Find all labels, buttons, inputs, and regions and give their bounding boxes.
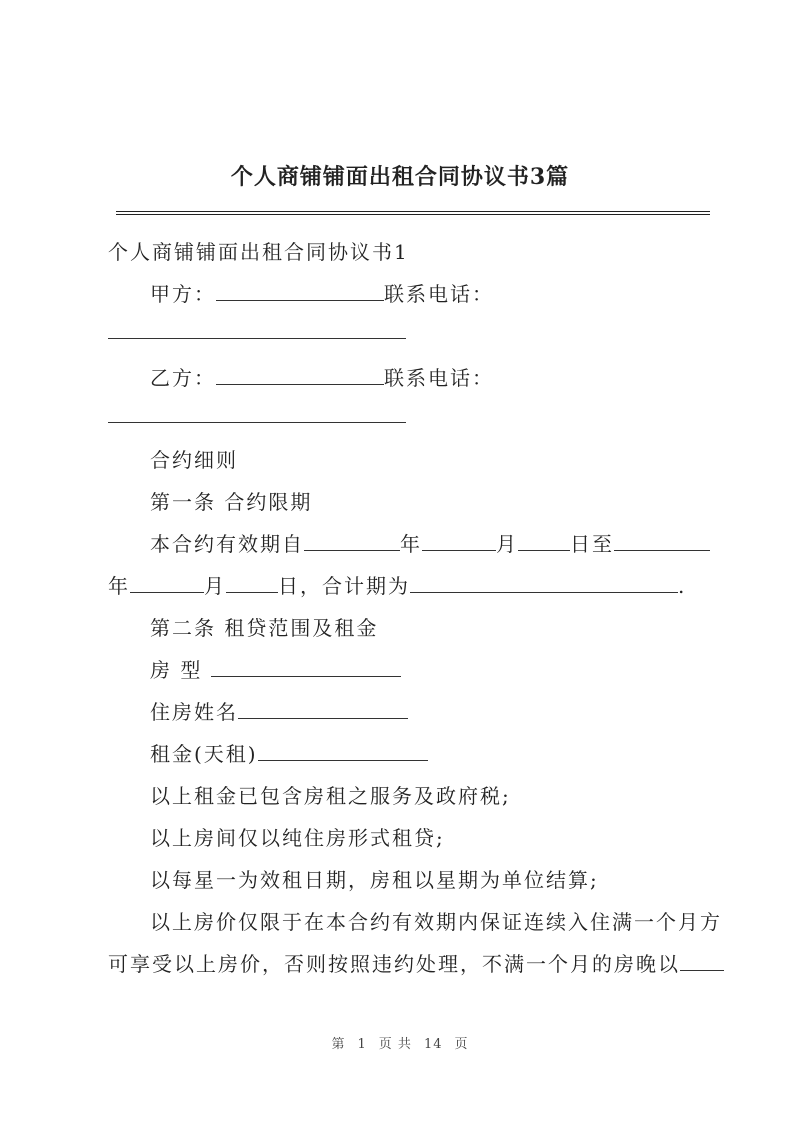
footer-page-number: 1 xyxy=(357,1037,367,1052)
contract-subtitle: 个人商铺铺面出租合同协议书1 xyxy=(108,240,409,264)
note-4-blank xyxy=(680,952,724,971)
article1-heading: 第一条 合约限期 xyxy=(150,490,313,514)
note-3: 以每星一为效租日期，房租以星期为单位结算; xyxy=(150,868,599,892)
party-a-phone-line xyxy=(108,320,406,344)
start-day-blank xyxy=(518,532,570,551)
footer-page-of: 页 共 xyxy=(378,1037,412,1052)
note-2: 以上房间仅以纯住房形式租贷; xyxy=(150,826,445,850)
validity-line-1: 本合约有效期自 年 月 日至 xyxy=(150,528,710,557)
start-month-blank xyxy=(422,532,496,551)
party-a-blank xyxy=(216,282,384,301)
footer-page-suffix: 页 xyxy=(454,1037,469,1052)
start-year-blank xyxy=(304,532,400,551)
article2-heading: 第二条 租贷范围及租金 xyxy=(150,616,379,640)
resident-name-blank xyxy=(238,700,408,719)
end-day-blank xyxy=(226,574,278,593)
end-month-blank xyxy=(130,574,204,593)
room-type-line: 房 型 xyxy=(150,654,401,683)
party-b-blank xyxy=(216,366,384,385)
party-b-phone-blank xyxy=(108,404,406,423)
note-4-line-1: 以上房价仅限于在本合约有效期内保证连续入住满一个月方 xyxy=(150,910,722,934)
page-footer xyxy=(0,1033,800,1052)
footer-total-pages: 14 xyxy=(423,1037,443,1052)
title-rule-top xyxy=(116,211,710,212)
party-a-line: 甲方： 联系电话： xyxy=(150,282,494,306)
room-type-blank xyxy=(211,658,401,677)
end-year-blank-a xyxy=(614,532,710,551)
rules-heading: 合约细则 xyxy=(150,448,238,472)
total-period-blank xyxy=(410,574,678,593)
note-1: 以上租金已包含房租之服务及政府税; xyxy=(150,784,511,808)
rent-line: 租金(天租) xyxy=(150,738,428,767)
document-title: 个人商铺铺面出租合同协议书3篇 xyxy=(230,164,570,190)
party-b-phone-line xyxy=(108,404,406,428)
note-4-line-2: 可享受以上房价，否则按照违约处理，不满一个月的房晚以 xyxy=(108,948,724,977)
resident-name-line: 住房姓名 xyxy=(150,696,408,725)
title-rule-bottom xyxy=(116,214,710,215)
rent-blank xyxy=(258,742,428,761)
footer-page-label: 第 xyxy=(331,1037,346,1052)
party-a-phone-blank xyxy=(108,320,406,339)
validity-line-2: 年 月 日，合计期为 . xyxy=(108,574,687,598)
party-b-line: 乙方： 联系电话： xyxy=(150,366,494,390)
